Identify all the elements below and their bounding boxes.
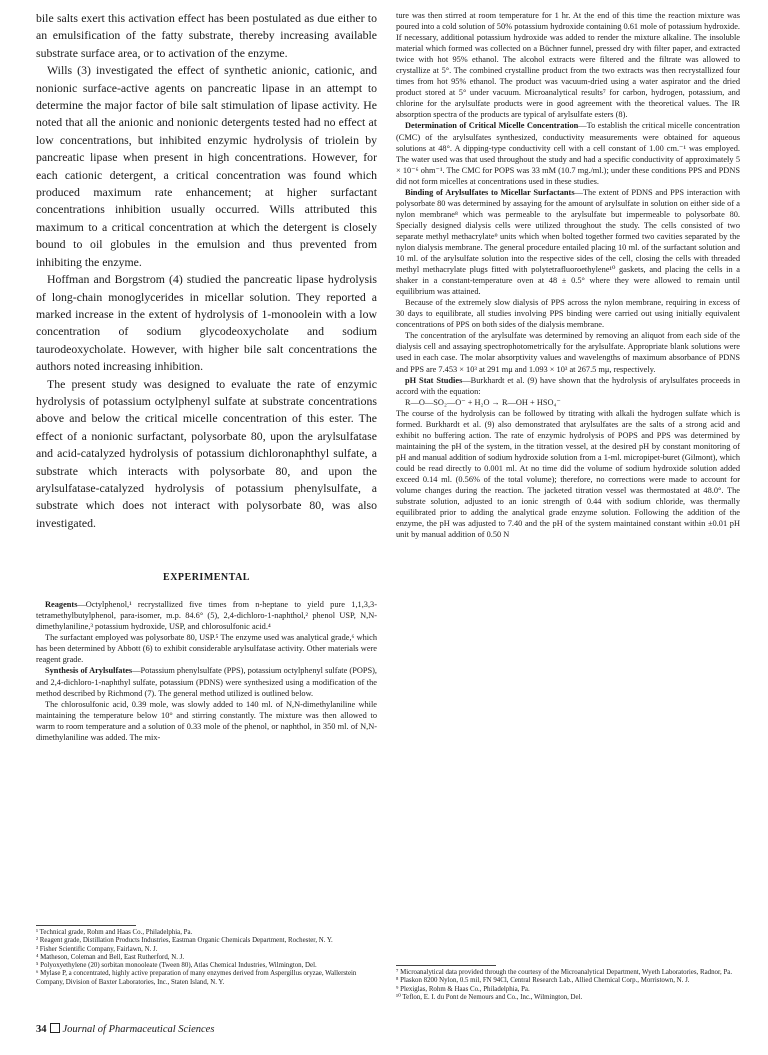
box-icon [50, 1023, 60, 1033]
runin-heading: Reagents [45, 600, 78, 610]
footnotes-left [36, 925, 377, 987]
footnote: ⁶ Mylase P, a concentrated, highly active preparation of many enzymes derived from Aspergillus oryzae, Wallerstein Company, Division of Baxter Laboratories, Inc., Staten Island, N. Y. [36, 970, 357, 986]
page-number: 34 [36, 1024, 47, 1035]
paragraph: Wills (3) investigated the effect of synthetic anionic, cationic, and nonionic surface-active agents on pancreatic lipase in an attempt to determine the major factor of bile salt stimulation of lipase activity. He noted that all the anionic and nonionic detergents tested had no effect at low concentrations, but inhibited enzymic hydrolysis of triolein by pancreatic lipase when present in high concentrations. However, for each cationic detergent, a critical concentration was found which produced maximum rate enhancement; at higher surfactant concentrations inhibition usually occurred. Wills attributed this maximum to a critical concentration at which the detergent is closely bound to oil globules in the emulsion and thus prevented from inhibiting the enzyme. [36, 63, 377, 269]
paragraph: The course of the hydrolysis can be followed by titrating with alkali the hydrogen sulfate which is formed. Burkhardt et al. (9) also demonstrated that arylsulfates are the salts of a strong acid and exhibit no buffering action. The rate of enzymic hydrolysis of POPS and PPS was determined by maintaining the pH of the system, in the titration vessel, at the desired pH by constant monitoring of pH and manual addition of sodium hydroxide solution from a 1-ml. micropipet-buret (Gilmont), which could be read directly to 0.001 ml. At no time did the volume of sodium hydroxide solution added exceed 0.14 ml. (0.56% of the total volume); therefore, no corrections were made to account for volume changes during the reaction. The jacketed titration vessel was thermostated at 48.0°. The substrate solution, adjusted to an ionic strength of 0.44 with sodium chloride, was thermally equilibrated prior to adding the analytical grade enzyme solution. Following the addition of the enzyme, the pH was adjusted to 7.40 and the pH of the system maintained constant within ±0.01 pH unit by manual addition of 0.50 N [396, 408, 740, 540]
paragraph-body: —Octylphenol,¹ recrystallized five times from n-heptane to yield pure 1,1,3,3-tetramethylbutylphenol, para-isomer, m.p. 84.6° (5), 2,4-dichloro-1-naphthol,² phenol USP, N,N-dimethylaniline,³ potassium hydroxide, USP, and chlorosulfonic acid.⁴ [36, 600, 377, 632]
footnotes-right [396, 965, 740, 1002]
paragraph-binding [396, 187, 740, 297]
paragraph: The present study was designed to evaluate the rate of enzymic hydrolysis of potassium octylphenyl sulfate at substrate concentrations above and below the critical micelle concentration of this ester. The effect of a nonionic surfactant, polysorbate 80, upon the arylsulfatase and acid-catalyzed hydrolysis of potassium dichloronaphthyl sulfate, a substrate which interacts with polysorbate 80, and upon the arylsulfatase-catalyzed hydrolysis of potassium phenylsulfate, a substrate which does not interact with polysorbate 80, was also investigated. [36, 376, 377, 530]
paragraph-body: —The extent of PDNS and PPS interaction with polysorbate 80 was determined by assaying for the amount of arylsulfate in solution on either side of a nylon membrane⁸ which was permeable to the arylsulfate but impermeable to polysorbate 80. Specially designed dialysis cells were utilized throughout the study. The cells consisted of two separate methyl methacrylate⁹ units which when bolted together formed two cavities separated by the nylon dialysis membrane. The general procedure entailed placing 10 ml. of the surfactant solution and 10 ml. of the arylsulfate solution into the respective sides of the cell, closing the cells with threaded methyl methacrylate plugs fitted with polytetrafluoroethylene¹⁰ gaskets, and placing the cells in a shaker in a constant-temperature oven at 48 ± 0.5° where they were allowed to remain until equilibrium was attained. [396, 187, 740, 297]
footnote: ² Reagent grade, Distillation Products Industries, Eastman Organic Chemicals Department, Rochester, N. Y. [36, 937, 333, 945]
page-footer [36, 1023, 214, 1035]
runin-heading: Binding of Arylsulfates to Micellar Surfactants [405, 187, 575, 197]
paragraph-body: —Potassium phenylsulfate (PPS), potassium octylphenyl sulfate (POPS), and 2,4-dichloro-1-naphthyl sulfate, potassium (PDNS) were synthesized using a modification of the method described by Richmond (7). The general method utilized is outlined below. [36, 666, 378, 698]
paragraph: ture was then stirred at room temperature for 1 hr. At the end of this time the reaction mixture was poured into a cold solution of 50% potassium hydroxide containing 0.61 mole of potassium hydroxide. If necessary, additional potassium hydroxide was added to render the mixture alkaline. The insoluble material which formed was collected on a Büchner funnel, pressed dry with filter paper, and extracted twice with hot 95% ethanol. The alcohol extracts were filtered and the filtrate was allowed to crystallize at 5°. The combined crystalline product from the two extracts was then recrystallized four times from hot 95% ethanol. The product was vacuum-dried using a water aspirator and the dried product stored at 5° under vacuum. Microanalytical results⁷ for carbon, hydrogen, potassium, and chlorine for the arylsulfate products were in good agreement with the theoretical values. The IR absorption spectra of the products are typical of arylsulfate esters (8). [396, 11, 740, 120]
paragraph-phstat [396, 375, 740, 397]
footnote-rule [396, 965, 496, 966]
paragraph-reagents [36, 599, 377, 632]
runin-heading: Synthesis of Arylsulfates [45, 666, 133, 676]
journal-name: Journal of Pharmaceutical Sciences [62, 1024, 215, 1035]
footnote: ⁴ Matheson, Coleman and Bell, East Rutherford, N. J. [36, 953, 185, 961]
runin-heading: Determination of Critical Micelle Concentration [405, 121, 579, 131]
equation: R—O—SO₂—O⁻ + H₂O → R—OH + HSO₄⁻ [405, 397, 561, 407]
footnote: ⁹ Plexiglas, Rohm & Haas Co., Philadelphia, Pa. [396, 985, 530, 993]
footnote-rule [36, 925, 136, 926]
paragraph-synthesis [36, 665, 377, 698]
intro-text [36, 10, 377, 532]
paragraph-body: —Burkhardt et al. (9) have shown that the hydrolysis of arylsulfates proceeds in accord with the equation: [396, 375, 741, 396]
paragraph: bile salts exert this activation effect has been postulated as due either to an emulsification of the fatty substrate, thereby increasing available substrate surface area, or to activation of the enzyme. [36, 11, 377, 60]
paragraph: The surfactant employed was polysorbate 80, USP.⁵ The enzyme used was analytical grade,⁶ which has been determined by Abbott (6) to exhibit considerable arylsulfatase activity. Other materials were reagent grade. [36, 633, 377, 665]
section-heading-experimental: EXPERIMENTAL [163, 572, 250, 584]
paragraph: Hoffman and Borgstrom (4) studied the pancreatic lipase hydrolysis of long-chain monoglycerides in micellar solution. They reported a marked increase in the extent of hydrolysis of 1-monoolein with a low concentration of sodium glycodeoxycholate and sodium taurodeoxycholate. However, with higher bile salt concentrations the authors noted increasing inhibition. [36, 272, 377, 374]
footnote: ⁸ Plaskon 8200 Nylon, 0.5 mil, FN 94Cl, Central Research Lab., Allied Chemical Corp., Morristown, N. J. [396, 977, 690, 985]
paragraph: The concentration of the arylsulfate was determined by removing an aliquot from each side of the dialysis cell and assaying spectrophotometrically for the arylsulfate. Appropriate blank solutions were used in each case. The molar absorptivity values and wavelengths of maximum absorbance of PDNS and PPS are 7.453 × 10³ at 291 mμ and 1.093 × 10³ at 267.5 mμ, respectively. [396, 331, 740, 374]
footnote: ³ Fisher Scientific Company, Fairlawn, N. J. [36, 945, 158, 953]
footnote: ¹⁰ Teflon, E. I. du Pont de Nemours and Co., Inc., Wilmington, Del. [396, 993, 583, 1001]
runin-heading: pH Stat Studies [405, 375, 463, 385]
footnote: ⁷ Microanalytical data provided through the courtesy of the Microanalytical Department, Wyeth Laboratories, Radnor, Pa. [396, 969, 733, 976]
footnote: ⁵ Polyoxyethylene (20) sorbitan monooleate (Tween 80), Atlas Chemical Industries, Wilmington, Del. [36, 962, 317, 970]
right-column [396, 10, 740, 540]
paragraph-cmc [396, 120, 740, 186]
left-column [36, 10, 377, 743]
paragraph: The chlorosulfonic acid, 0.39 mole, was slowly added to 140 ml. of N,N-dimethylaniline while maintaining the temperature below 10° and stirring constantly. The mixture was then allowed to warm to room temperature and a solution of 0.33 mole of the phenol, or naphthol, in 350 ml. of N,N-dimethylaniline was added. The mix- [36, 699, 377, 742]
footnote: ¹ Technical grade, Rohm and Haas Co., Philadelphia, Pa. [36, 929, 193, 936]
experimental-text [36, 599, 377, 743]
paragraph: Because of the extremely slow dialysis of PPS across the nylon membrane, requiring in excess of 30 days to equilibrate, all studies involving PPS binding were carried out using initially equivalent concentrations of PPS on both sides of the dialysis membrane. [396, 298, 740, 330]
paragraph-body: —To establish the critical micelle concentration (CMC) of the arylsulfates synthesized, conductivity measurements were obtained for aqueous solutions at 48°. A dipping-type conductivity cell with a cell constant of 1.00 cm.⁻¹ was employed. The water used was that used throughout the study and had a specific conductivity of approximately 5 × 10⁻⁶ ohm⁻¹. The CMC for POPS was 33 mM (10.7 mg./ml.); under these conditions PPS and PDNS did not form micelles at concentrations used in these studies. [396, 121, 740, 186]
